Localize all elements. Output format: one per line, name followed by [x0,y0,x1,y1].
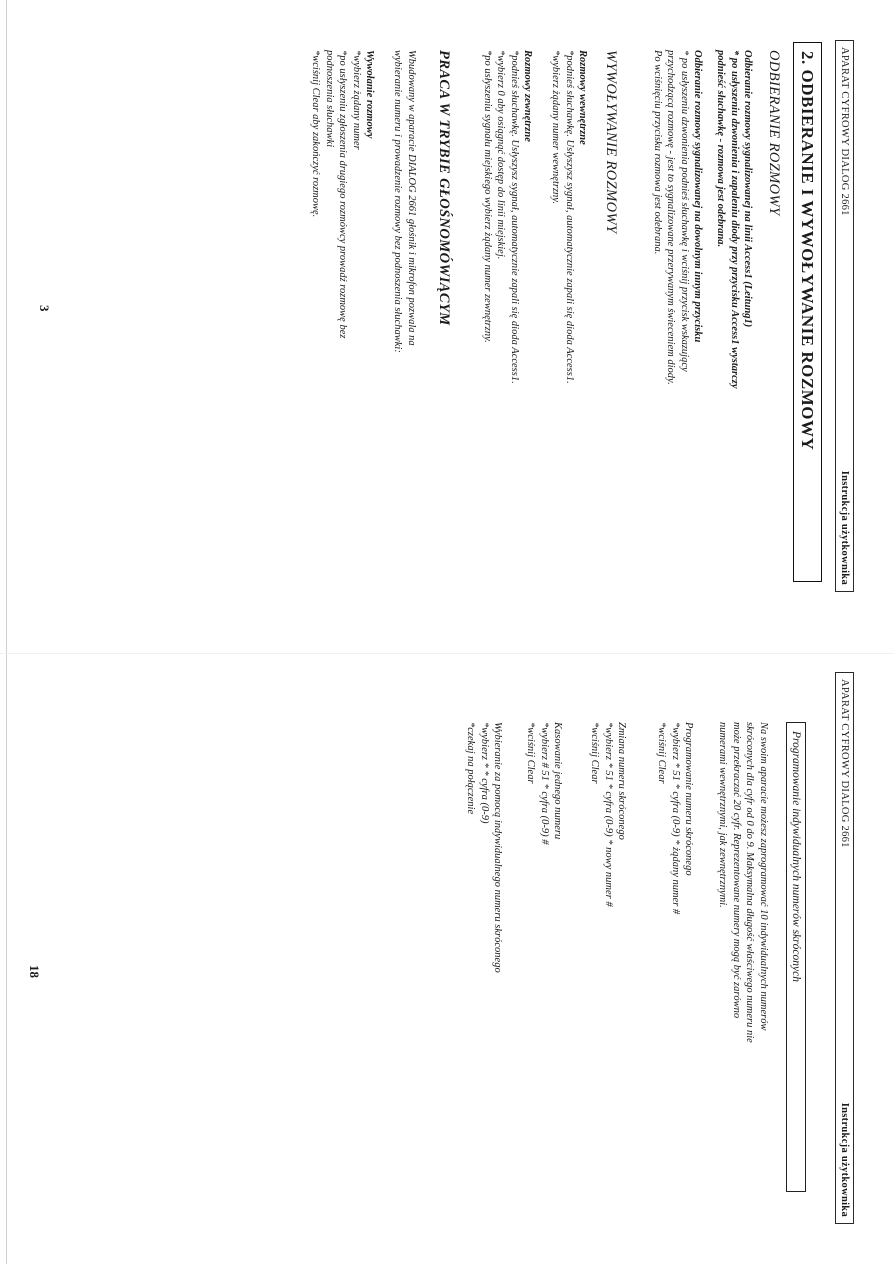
text-line: *wybierz * 51 * cyfra (0-9) * nowy numer # [603,722,614,907]
text-line: *wciśnij Clear [525,722,537,784]
header-subtitle: Instrukcja użytkownika [839,1102,850,1217]
text-line: *wybierz # 51 * cyfra (0-9) # [539,722,550,845]
label-change: Zmiana numeru skróconego [616,722,627,840]
text-line: *wybierz * * cyfra (0-9) [479,722,490,824]
header-subtitle: Instrukcja użytkownika [839,470,850,585]
text-line: *po usłyszeniu sygnału miejskiego wybierz żądany numer zewnętrzny. [482,50,493,343]
text-line: podnieść słuchawkę - rozmowa jest odebrana. [715,50,727,248]
text-calling [309,50,363,338]
page-header [835,672,854,1224]
text-line: *podnieś słuchawkę. Usłyszysz sygnał, automatycznie zapali się dioda Access1. [564,50,575,384]
text-line: Wbudowany w aparacie DIALOG 2661 głośnik i mikrofon pozwala na [406,50,417,346]
text-line: *wciśnij Clear [656,722,668,784]
text-line: numerami wewnętrznymi, jak zewnętrznymi. [717,722,729,908]
text-line: przychodzącą rozmowę - jest to sygnalizowane przerywanym świeceniem diody. [665,50,677,385]
text-dialing [464,722,491,823]
text-line: wybieranie numeru i prowadzenie rozmowy bez podnoszenia słuchawki: [392,50,404,353]
text-line: * po usłyszeniu dzwonienia podnieś słuchawkę i wciśnij przycisk wskazujący [679,50,690,372]
page-number: 3 [37,305,52,312]
text-line: *wybierz 0 aby osiągnąć dostęp do linii miejskiej. [495,50,507,260]
text-line: Po wciśnięciu przycisku rozmowa jest odebrana. [652,50,663,255]
text-change [588,722,615,907]
text-line: może przekraczać 20 cyfr. Reprezentowane numery mogą być zarówno [731,722,742,1019]
text-line: *wciśnij Clear [589,722,601,784]
label-other-key: Odbieranie rozmowy sygnalizowanej na dowolnym innym przycisku [692,50,703,343]
text-intro [716,722,770,1043]
text-line: * po usłyszeniu dzwonienia i zapaleniu diody przy przycisku Access1 wystarczy [729,50,740,389]
heading-glosnomowiacy: PRACA W TRYBIE GŁOŚNOMÓWIĄCYM [436,50,452,326]
header-title: APARAT CYFROWY DIALOG 2661 [839,679,850,848]
text-line: *wybierz żądany numer [351,50,362,150]
text-deleting [524,722,551,844]
page-18 [0,632,894,1264]
heading-wywolywanie: WYWOŁYWANIE ROZMOWY [603,50,619,234]
text-programming [655,722,682,914]
header-title: APARAT CYFROWY DIALOG 2661 [839,47,850,216]
label-external: Rozmowy zewnętrzne [522,50,533,142]
text-access1 [714,50,741,389]
label-access1: Odbieranie rozmowy sygnalizowanej na linii Access1 (Leitung1) [742,50,753,328]
label-programming: Programowanie numeru skróconego [683,722,694,876]
text-line: *wybierz żądany numer wewnętrzny. [550,50,562,204]
page-number: 18 [27,965,42,978]
label-deleting: Kasowanie jednego numeru [552,722,563,840]
text-line: Na swoim aparacie możesz zaprogramować 10 indywidualnych numerów [758,722,769,1031]
text-line: *wciśnij Clear aby zakończyć rozmowę. [310,50,322,218]
text-line: *podnieś słuchawkę. Usłyszysz sygnał, automatycznie zapali się dioda Access1. [509,50,520,384]
text-line: skróconych dla cyfr od 0 do 9. Maksymalna długość właściwego numeru nie [744,722,756,1043]
text-line: *po usłyszeniu zgłoszenia drugiego rozmówcy prowadź rozmowę bez [337,50,349,339]
label-dialing: Wybieranie za pomocą indywidualnego numeru skróconego [492,722,503,973]
text-line: *czekaj na połączenie [465,722,477,815]
section-title: Programowanie indywidualnych numerów skróconych [786,722,806,1192]
text-line: podnoszenia słuchawki [324,50,335,148]
heading-odbieranie: ODBIERANIE ROZMOWY [766,50,782,216]
chapter-title: 2. ODBIERANIE I WYWOŁYWANIE ROZMOWY [793,42,822,582]
text-line: *wybierz * 51 * cyfra (0-9) * żądany numer # [670,722,681,915]
label-internal: Rozmowy wewnętrzne [577,50,588,145]
label-calling: Wywołanie rozmowy [364,50,375,139]
text-glosnomowiacy-intro [391,50,418,353]
text-other-key [651,50,692,385]
page-header [835,40,854,592]
text-internal [549,50,576,384]
text-external [481,50,522,384]
